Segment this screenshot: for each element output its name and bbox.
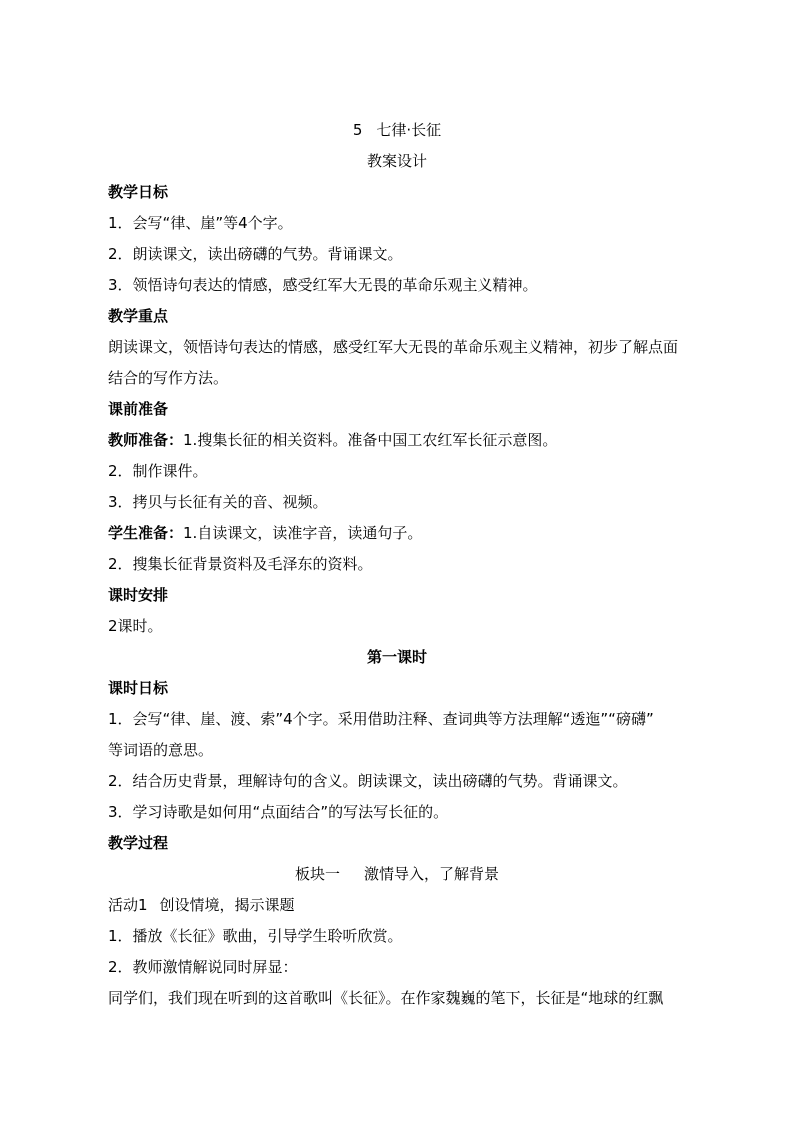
- lesson-goal-item: 等词语的意思。: [108, 741, 214, 759]
- lesson-title-text: 七律·长征: [376, 121, 442, 139]
- teacher-prep-item: 2．制作课件。: [108, 462, 208, 480]
- student-prep-line: [108, 523, 720, 543]
- student-prep-item: 2．搜集长征背景资料及毛泽东的资料。: [108, 555, 373, 573]
- step-item: 2．教师激情解说同时屏显：: [108, 958, 298, 976]
- schedule-text: 2课时。: [108, 617, 163, 635]
- block-heading: [0, 864, 794, 884]
- goal-item: 2．朗读课文，读出磅礴的气势。背诵课文。: [108, 245, 403, 263]
- goals-heading: 教学日标: [108, 183, 169, 201]
- schedule-heading: 课时安排: [108, 586, 169, 604]
- student-prep-label: 学生准备：: [108, 524, 184, 542]
- teacher-prep-item: 1.搜集长征的相关资料。准备中国工农红军长征示意图。: [183, 431, 558, 449]
- teacher-prep-item: 3．拷贝与长征有关的音、视频。: [108, 493, 328, 511]
- student-prep-item: 1.自读课文，读准字音，读通句子。: [183, 524, 423, 542]
- subtitle: 教案设计: [366, 152, 427, 170]
- lesson-goal-item: 2．结合历史背景，理解诗句的含义。朗读课文，读出磅礴的气势。背诵课文。: [108, 772, 628, 790]
- step-item: 1．播放《长征》歌曲，引导学生聆听欣赏。: [108, 927, 403, 945]
- activity-heading: [108, 895, 720, 915]
- focus-line: 朗读课文，领悟诗句表达的情感，感受红军大无畏的革命乐观主义精神，初步了解点面: [108, 338, 679, 356]
- first-lesson-heading: 第一课时: [366, 648, 427, 666]
- goal-item: 1．会写“律、崖”等4个字。: [108, 214, 293, 232]
- lesson-goal-item: 1．会写“律、崖、渡、索”4个字。采用借助注释、查词典等方法理解“透迤”“磅礴”: [108, 710, 654, 728]
- goal-item: 3．领悟诗句表达的情感，感受红军大无畏的革命乐观主义精神。: [108, 276, 538, 294]
- step-item: 同学们，我们现在听到的这首歌叫《长征》。在作家魏巍的笔下，长征是“地球的红飘: [108, 989, 664, 1007]
- block-label: 板块一: [294, 865, 340, 883]
- lesson-goal-item: 3．学习诗歌是如何用“点面结合”的写法写长征的。: [108, 803, 449, 821]
- activity-title: 创设情境，揭示课题: [159, 896, 295, 914]
- teacher-prep-label: 教师准备：: [108, 431, 184, 449]
- activity-label: 活动1: [108, 896, 148, 914]
- block-title: 激情导入，了解背景: [364, 865, 500, 883]
- lesson-number: 5: [352, 121, 363, 139]
- prep-heading: 课前准备: [108, 400, 169, 418]
- focus-heading: 教学重点: [108, 307, 169, 325]
- teacher-prep-line: [108, 430, 720, 450]
- process-heading: 教学过程: [108, 834, 169, 852]
- lesson-goals-heading: 课时日标: [108, 679, 169, 697]
- lesson-title: [0, 120, 794, 140]
- focus-line: 结合的写作方法。: [108, 369, 229, 387]
